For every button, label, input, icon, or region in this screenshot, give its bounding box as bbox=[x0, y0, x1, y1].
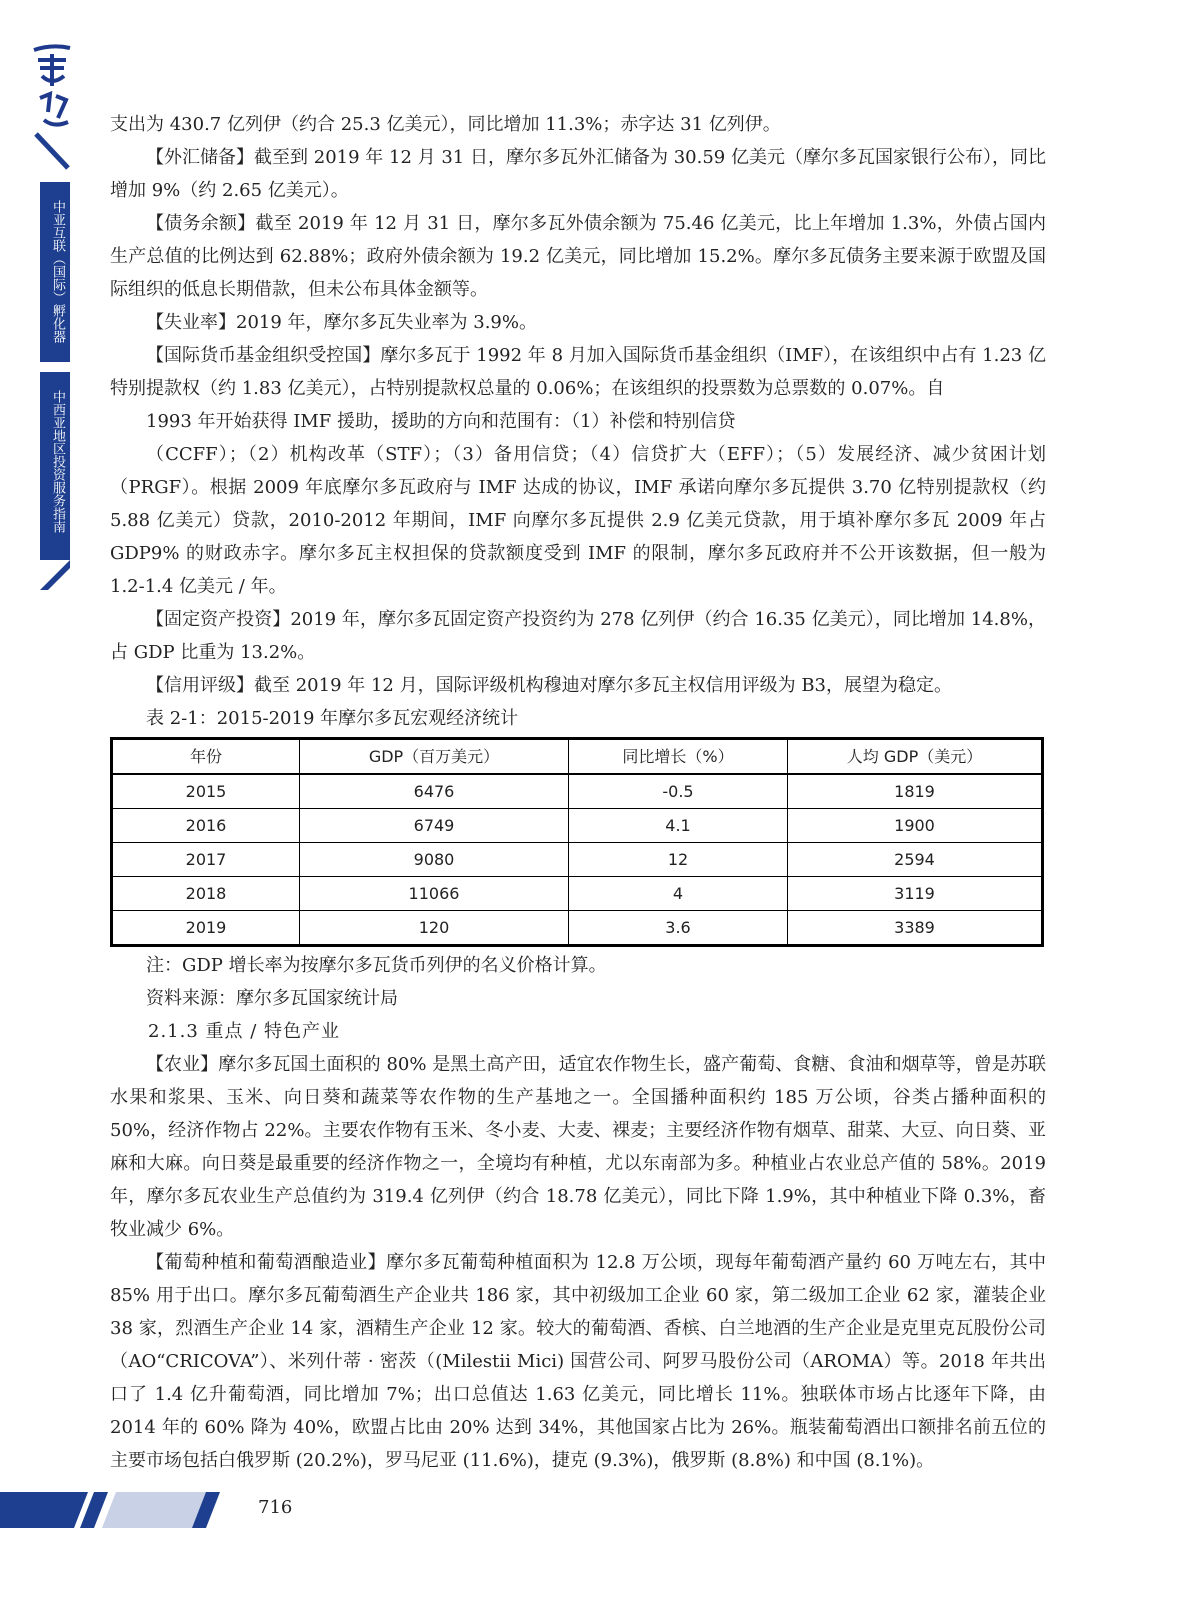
cell-growth: 4.1 bbox=[569, 809, 788, 843]
cell-growth: 12 bbox=[569, 843, 788, 877]
sidebar bbox=[0, 0, 80, 600]
paragraph-unemployment: 【失业率】2019 年，摩尔多瓦失业率为 3.9%。 bbox=[146, 312, 537, 333]
paragraph-imf-aid: 1993 年开始获得 IMF 援助，援助的方向和范围有：（1）补偿和特别信贷 bbox=[146, 411, 736, 432]
paragraph-agriculture: 【农业】摩尔多瓦国土面积的 80% 是黑土高产田，适宜农作物生长，盛产葡萄、食糖、食油和烟草等，曾是苏联水果和浆果、玉米、向日葵和蔬菜等农作物的生产基地之一。全国播种面积约 185 万公顷，谷类占播种面积的 50%，经济作物占 22%。主要农作物有玉米、冬小麦、大麦、裸麦；主要经济作物有烟草、甜菜、大豆、向日葵、亚麻和大麻。向日葵是最重要的经济作物之一，全境均有种植，尤以东南部为多。种植业占农业总产值的 58%。2019 年，摩尔多瓦农业生产总值约为 319.4 亿列伊（约合 18.78 亿美元），同比下降 1.9%，其中种植业下降 0.3%，畜牧业减少 6%。 bbox=[110, 1054, 1046, 1240]
table-row bbox=[112, 911, 1043, 946]
paragraph-debt: 【债务余额】截至 2019 年 12 月 31 日，摩尔多瓦外债余额为 75.46 亿美元，比上年增加 1.3%，外债占国内生产总值的比例达到 62.88%；政府外债余额为 19.2 亿美元，同比增加 15.2%。摩尔多瓦债务主要来源于欧盟及国际组织的低息长期借款，但未公布具体金额等。 bbox=[110, 213, 1046, 300]
paragraph-forex-reserves: 【外汇储备】截至到 2019 年 12 月 31 日，摩尔多瓦外汇储备为 30.59 亿美元（摩尔多瓦国家银行公布），同比增加 9%（约 2.65 亿美元）。 bbox=[110, 147, 1046, 201]
page-number: 716 bbox=[258, 1497, 293, 1518]
paragraph-fixed-investment: 【固定资产投资】2019 年，摩尔多瓦固定资产投资约为 278 亿列伊（约合 16.35 亿美元），同比增加 14.8%，占 GDP 比重为 13.2%。 bbox=[110, 609, 1046, 663]
cell-gdp-per-capita: 1900 bbox=[788, 809, 1043, 843]
header-gdp: GDP（百万美元） bbox=[300, 739, 569, 775]
cell-gdp-per-capita: 1819 bbox=[788, 774, 1043, 809]
side-band-incubator bbox=[40, 182, 70, 362]
cell-year: 2017 bbox=[112, 843, 300, 877]
table-row bbox=[112, 877, 1043, 911]
cell-gdp-per-capita: 3389 bbox=[788, 911, 1043, 946]
paragraph-imf-programs-text: （CCFF）；（2）机构改革（STF）；（3）备用信贷；（4）信贷扩大（EFF）；（5）发展经济、减少贫困计划（PRGF）。根据 2009 年底摩尔多瓦政府与 IMF 达成的协议，IMF 承诺向摩尔多瓦提供 3.70 亿特别提款权（约 5.88 亿美元）贷款，2010-2012 年期间，IMF 向摩尔多瓦提供 2.9 亿美元贷款，用于填补摩尔多瓦 2009 年占 GDP9% 的财政赤字。摩尔多瓦主权担保的贷款额度受到 IMF 的限制，摩尔多瓦政府并不公开该数据，但一般为 1.2-1.4 亿美元 / 年。 bbox=[110, 444, 1046, 597]
cell-growth: 3.6 bbox=[569, 911, 788, 946]
cell-year: 2016 bbox=[112, 809, 300, 843]
table-row bbox=[112, 809, 1043, 843]
header-gdp-per-capita: 人均 GDP（美元） bbox=[788, 739, 1043, 775]
cell-growth: -0.5 bbox=[569, 774, 788, 809]
cell-year: 2018 bbox=[112, 877, 300, 911]
table-row bbox=[112, 843, 1043, 877]
table-row bbox=[112, 774, 1043, 809]
cell-year: 2015 bbox=[112, 774, 300, 809]
cell-growth: 4 bbox=[569, 877, 788, 911]
header-growth: 同比增长（%） bbox=[569, 739, 788, 775]
paragraph-fiscal: 支出为 430.7 亿列伊（约合 25.3 亿美元），同比增加 11.3%；赤字达 31 亿列伊。 bbox=[110, 114, 781, 135]
table-caption: 表 2-1：2015-2019 年摩尔多瓦宏观经济统计 bbox=[146, 708, 519, 729]
cell-gdp: 6749 bbox=[300, 809, 569, 843]
brand-calligraphy-icon bbox=[30, 42, 74, 138]
side-tail-icon bbox=[40, 560, 70, 590]
footer-stripes-decoration bbox=[0, 1490, 260, 1530]
macro-stats-table bbox=[110, 737, 1044, 947]
table-note: 注：GDP 增长率为按摩尔多瓦货币列伊的名义价格计算。 bbox=[146, 955, 607, 976]
brand-swoosh-icon bbox=[30, 128, 74, 180]
paragraph-imf: 【国际货币基金组织受控国】摩尔多瓦于 1992 年 8 月加入国际货币基金组织（IMF），在该组织中占有 1.23 亿特别提款权（约 1.83 亿美元），占特别提款权总量的 0.06%；在该组织的投票数为总票数的 0.07%。自 bbox=[110, 345, 1046, 399]
cell-gdp: 9080 bbox=[300, 843, 569, 877]
paragraph-credit-rating: 【信用评级】截至 2019 年 12 月，国际评级机构穆迪对摩尔多瓦主权信用评级为 B3，展望为稳定。 bbox=[146, 675, 952, 696]
paragraph-wine-industry: 【葡萄种植和葡萄酒酿造业】摩尔多瓦葡萄种植面积为 12.8 万公顷，现每年葡萄酒产量约 60 万吨左右，其中 85% 用于出口。摩尔多瓦葡萄酒生产企业共 186 家，其中初级加工企业 60 家，第二级加工企业 62 家，灌装企业 38 家，烈酒生产企业 14 家，酒精生产企业 12 家。较大的葡萄酒、香槟、白兰地酒的生产企业是克里克瓦股份公司（AO“CRICOVA”）、米列什蒂 · 密茨（(Milestii Mici) 国营公司、阿罗马股份公司（AROMA）等。2018 年共出口了 1.4 亿升葡萄酒，同比增加 7%；出口总值达 1.63 亿美元，同比增长 11%。独联体市场占比逐年下降，由 2014 年的 60% 降为 40%，欧盟占比由 20% 达到 34%，其他国家占比为 26%。瓶装葡萄酒出口额排名前五位的主要市场包括白俄罗斯 (20.2%)，罗马尼亚 (11.6%)，捷克 (9.3%)，俄罗斯 (8.8%) 和中国 (8.1%)。 bbox=[110, 1252, 1046, 1471]
section-heading: 2.1.3 重点 / 特色产业 bbox=[148, 1021, 341, 1042]
page-content bbox=[110, 108, 1046, 1477]
cell-gdp-per-capita: 2594 bbox=[788, 843, 1043, 877]
side-band-guide bbox=[40, 372, 70, 560]
table-source: 资料来源：摩尔多瓦国家统计局 bbox=[146, 988, 398, 1009]
paragraph-imf-programs bbox=[110, 438, 1046, 603]
cell-gdp-per-capita: 3119 bbox=[788, 877, 1043, 911]
cell-gdp: 120 bbox=[300, 911, 569, 946]
cell-gdp: 11066 bbox=[300, 877, 569, 911]
header-year: 年份 bbox=[112, 739, 300, 775]
cell-gdp: 6476 bbox=[300, 774, 569, 809]
table-header-row bbox=[112, 739, 1043, 775]
cell-year: 2019 bbox=[112, 911, 300, 946]
side-label-guide: 中西亚地区投资服务指南 bbox=[50, 390, 65, 533]
side-label-incubator: 中亚互联（国际）孵化器 bbox=[50, 200, 65, 343]
